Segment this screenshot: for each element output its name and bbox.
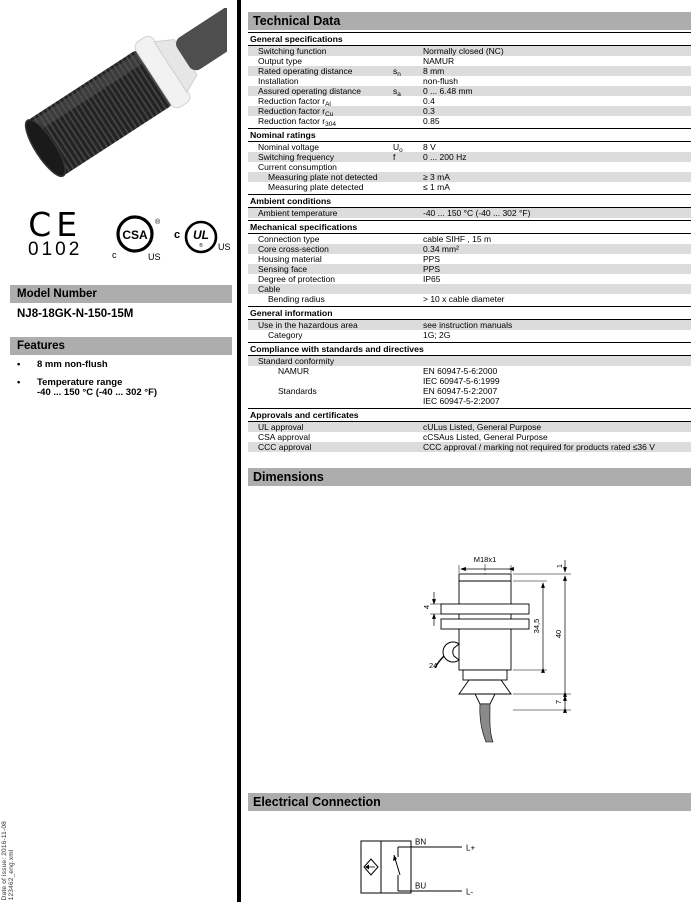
spec-symbol	[393, 254, 423, 264]
spec-symbol	[393, 284, 423, 294]
ce-mark	[28, 205, 83, 260]
spec-symbol	[393, 116, 423, 126]
spec-row	[248, 356, 691, 366]
spec-symbol	[393, 386, 423, 406]
spec-value: PPS	[423, 264, 441, 274]
spec-row	[248, 294, 691, 304]
spec-symbol	[393, 366, 423, 386]
spec-value: CCC approval / marking not required for products rated ≤36 V	[423, 442, 655, 452]
spec-label: Current consumption	[258, 162, 337, 172]
wiring-diagram	[360, 833, 495, 901]
spec-value: ≤ 1 mA	[423, 182, 450, 192]
spec-row	[248, 386, 691, 406]
side-note-file: 123462_eng.xml	[8, 849, 15, 900]
spec-label: Installation	[258, 76, 299, 86]
spec-value: -40 ... 150 °C (-40 ... 302 °F)	[423, 208, 531, 218]
ul-logo-text: UL	[193, 228, 209, 242]
spec-row	[248, 96, 691, 106]
column-divider	[237, 0, 241, 902]
spec-value: 0 ... 6.48 mm	[423, 86, 473, 96]
spec-label: Switching frequency	[258, 152, 335, 162]
spec-section-header: Ambient conditions	[248, 194, 691, 208]
feature-item	[17, 360, 227, 371]
dim-cap-label: 1	[555, 563, 564, 569]
ul-logo	[172, 218, 234, 260]
spec-row	[248, 264, 691, 274]
technical-data-section	[248, 12, 691, 452]
spec-row	[248, 56, 691, 66]
spec-section-header: General information	[248, 306, 691, 320]
product-photo	[12, 8, 227, 196]
spec-symbol: $s_n$	[393, 66, 401, 78]
spec-value: EN 60947-5-6:2000 IEC 60947-5-6:1999	[423, 366, 500, 386]
spec-symbol	[393, 182, 423, 192]
spec-row	[248, 320, 691, 330]
spec-row	[248, 284, 691, 294]
technical-data-title: Technical Data	[248, 12, 691, 30]
dim-boot-label: 7	[554, 699, 563, 705]
spec-symbol	[393, 172, 423, 182]
spec-value: PPS	[423, 254, 441, 264]
spec-symbol	[393, 96, 423, 106]
spec-value: 0.3	[423, 106, 435, 116]
lplus-label: L+	[466, 843, 476, 853]
model-number-header: Model Number	[10, 285, 232, 303]
wrench-icon	[443, 642, 459, 662]
spec-row	[248, 152, 691, 162]
spec-value: cULus Listed, General Purpose	[423, 422, 542, 432]
boot-step	[463, 670, 507, 680]
sensor-body-group	[16, 8, 227, 186]
dim-overall-label: 40	[554, 629, 563, 639]
spec-value	[423, 284, 691, 294]
ul-registered-icon: ®	[199, 243, 203, 249]
spec-symbol	[393, 264, 423, 274]
csa-logo-text: CSA	[122, 228, 148, 242]
spec-label: Sensing face	[258, 264, 308, 274]
spec-row	[248, 182, 691, 192]
csa-registered-icon: ®	[155, 219, 161, 226]
spec-value: IP65	[423, 274, 441, 284]
spec-row	[248, 366, 691, 386]
spec-symbol	[393, 76, 423, 86]
spec-symbol	[393, 422, 423, 432]
spec-label: Output type	[258, 56, 302, 66]
spec-label: Category	[268, 330, 303, 340]
spec-label: Bending radius	[268, 294, 325, 304]
spec-symbol	[393, 106, 423, 116]
spec-value: 1G; 2G	[423, 330, 451, 340]
spec-row	[248, 86, 691, 96]
feature-text: Temperature range -40 ... 150 °C (-40 ... 302 °F)	[37, 376, 158, 398]
ul-us-text: US	[218, 242, 231, 252]
spec-row	[248, 442, 691, 452]
spec-label: Core cross-section	[258, 244, 329, 254]
spec-row	[248, 422, 691, 432]
spec-label: Reduction factor $r_{Al}$	[258, 96, 331, 108]
spec-symbol	[393, 432, 423, 442]
technical-data-table	[248, 32, 691, 452]
spec-label: Cable	[258, 284, 281, 294]
electrical-connection-title: Electrical Connection	[248, 793, 691, 811]
spec-section-header: Nominal ratings	[248, 128, 691, 142]
ce-notified-body-code: 0102	[28, 239, 83, 260]
electrical-connection-section	[248, 793, 691, 897]
spec-row	[248, 244, 691, 254]
spec-value: 0 ... 200 Hz	[423, 152, 467, 162]
spec-row	[248, 76, 691, 86]
spec-value: 0.4	[423, 96, 435, 106]
spec-label: Degree of protection	[258, 274, 336, 284]
dim-body-label: 34,5	[532, 618, 541, 634]
spec-symbol: f	[393, 152, 396, 162]
spec-row	[248, 234, 691, 244]
dim-wrench-label: 24	[429, 661, 438, 670]
ce-mark-text: CE	[28, 205, 83, 244]
spec-section-header: Mechanical specifications	[248, 220, 691, 234]
spec-label: Standards	[278, 386, 317, 396]
spec-row	[248, 66, 691, 76]
spec-value: cable SIHF , 15 m	[423, 234, 492, 244]
spec-label: NAMUR	[278, 366, 310, 376]
spec-label: UL approval	[258, 422, 304, 432]
spec-value: > 10 x cable diameter	[423, 294, 505, 304]
spec-label: Rated operating distance	[258, 66, 353, 76]
spec-symbol	[393, 234, 423, 244]
spec-section-header: Compliance with standards and directives	[248, 342, 691, 356]
feature-item	[17, 378, 227, 399]
spec-symbol	[393, 162, 423, 172]
features-list	[17, 360, 227, 406]
spec-symbol	[393, 320, 423, 330]
spec-row	[248, 254, 691, 264]
certification-logos	[20, 205, 232, 270]
dim-thread-label: M18x1	[473, 555, 497, 564]
spec-value: ≥ 3 mA	[423, 172, 450, 182]
spec-row	[248, 116, 691, 126]
lminus-label: L-	[466, 887, 474, 897]
spec-value: EN 60947-5-2:2007 IEC 60947-5-2:2007	[423, 386, 500, 406]
dimensions-section	[248, 468, 691, 705]
spec-symbol: $U_o$	[393, 142, 403, 154]
spec-row	[248, 330, 691, 340]
spec-value: 0.85	[423, 116, 440, 126]
features-header: Features	[10, 337, 232, 355]
spec-label: Measuring plate detected	[268, 182, 364, 192]
spec-label: Housing material	[258, 254, 322, 264]
spec-symbol: $s_a$	[393, 86, 401, 98]
side-note-date: Date of issue: 2016-11-08	[1, 820, 8, 900]
spec-symbol	[393, 56, 423, 66]
spec-label: CCC approval	[258, 442, 312, 452]
dimensions-title: Dimensions	[248, 468, 691, 486]
ul-c-text: c	[174, 229, 181, 241]
spec-label: Reduction factor $r_{Cu}$	[258, 106, 334, 118]
spec-symbol	[393, 330, 423, 340]
bullet-icon: •	[17, 359, 21, 370]
cable-tail	[480, 704, 493, 742]
spec-label: Connection type	[258, 234, 320, 244]
spec-symbol	[393, 46, 423, 56]
spec-label: Use in the hazardous area	[258, 320, 358, 330]
spec-value: NAMUR	[423, 56, 455, 66]
feature-text: 8 mm non-flush	[37, 359, 108, 370]
csa-logo	[108, 212, 166, 264]
spec-label: Switching function	[258, 46, 327, 56]
spec-label: Ambient temperature	[258, 208, 338, 218]
spec-label: Reduction factor $r_{304}$	[258, 116, 336, 128]
spec-row	[248, 46, 691, 56]
spec-symbol	[393, 294, 423, 304]
boot-flare	[459, 680, 511, 694]
spec-value: 0.34 mm²	[423, 244, 459, 254]
spec-symbol	[393, 208, 423, 218]
spec-symbol	[393, 274, 423, 284]
spec-row	[248, 142, 691, 152]
hex-nut-1	[441, 604, 529, 614]
spec-symbol	[393, 356, 423, 366]
spec-symbol	[393, 442, 423, 452]
spec-row	[248, 162, 691, 172]
spec-value: see instruction manuals	[423, 320, 513, 330]
csa-c-text: c	[112, 250, 117, 260]
wire-bn-label: BN	[415, 837, 427, 847]
side-note	[1, 821, 15, 900]
hex-nut-2	[441, 619, 529, 629]
spec-row	[248, 432, 691, 442]
spec-section-header: General specifications	[248, 32, 691, 46]
spec-row	[248, 208, 691, 218]
model-number: NJ8-18GK-N-150-15M	[17, 308, 134, 320]
spec-label: Standard conformity	[258, 356, 335, 366]
spec-value: Normally closed (NC)	[423, 46, 504, 56]
spec-label: CSA approval	[258, 432, 310, 442]
spec-section-header: Approvals and certificates	[248, 408, 691, 422]
spec-label: Nominal voltage	[258, 142, 319, 152]
boot-neck	[475, 694, 495, 704]
spec-value	[423, 356, 691, 366]
spec-symbol	[393, 244, 423, 254]
spec-label: Measuring plate not detected	[268, 172, 378, 182]
spec-value: 8 mm	[423, 66, 445, 76]
wire-bu-label: BU	[415, 881, 427, 891]
spec-value: 8 V	[423, 142, 436, 152]
dimension-drawing	[413, 552, 608, 744]
spec-row	[248, 172, 691, 182]
spec-row	[248, 106, 691, 116]
spec-value	[423, 162, 691, 172]
spec-value: cCSAus Listed, General Purpose	[423, 432, 548, 442]
spec-row	[248, 274, 691, 284]
spec-label: Assured operating distance	[258, 86, 362, 96]
csa-us-text: US	[148, 252, 161, 262]
spec-value: non-flush	[423, 76, 458, 86]
bullet-icon: •	[17, 376, 21, 388]
dim-nut-label: 4	[422, 604, 431, 610]
